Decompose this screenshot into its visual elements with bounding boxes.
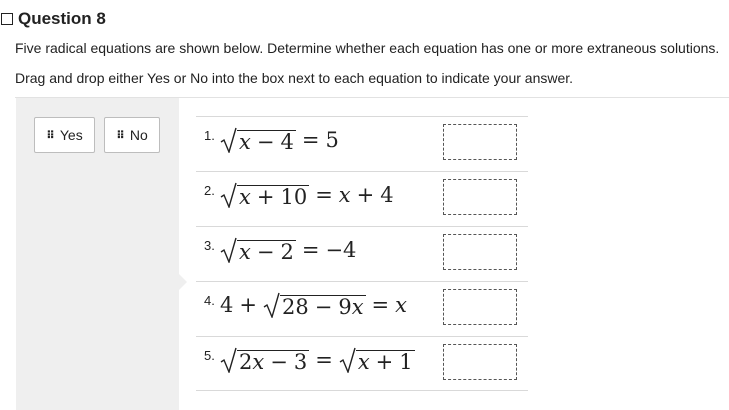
equation-number: 1. — [204, 128, 215, 143]
drop-target-2[interactable] — [443, 179, 517, 215]
drop-target-4[interactable] — [443, 289, 517, 325]
equation-row — [196, 281, 528, 336]
equation-number: 2. — [204, 183, 215, 198]
no-choice-label: No — [129, 127, 148, 143]
drop-target-1[interactable] — [443, 124, 517, 160]
equation-row — [196, 116, 528, 171]
equation-4: 4 + 28 − 9x = x — [220, 293, 407, 319]
equation-number: 4. — [204, 293, 215, 308]
equation-1: x − 4 = 5 — [220, 127, 339, 153]
yes-choice-label: Yes — [59, 127, 83, 143]
question-title: Question 8 — [18, 9, 106, 28]
equation-number: 3. — [204, 238, 215, 253]
equation-5: 2x − 3 = x + 1 — [220, 347, 415, 373]
drop-target-5[interactable] — [443, 344, 517, 380]
equation-list — [196, 116, 528, 391]
equation-row — [196, 336, 528, 391]
equation-2: x + 10 = x + 4 — [220, 182, 394, 208]
equation-row — [196, 226, 528, 281]
no-choice-chip[interactable] — [104, 117, 160, 153]
drag-handle-icon: ⠿ — [46, 129, 54, 142]
drop-target-3[interactable] — [443, 234, 517, 270]
yes-choice-chip[interactable] — [34, 117, 95, 153]
equation-row — [196, 171, 528, 226]
equation-3: x − 2 = −4 — [220, 237, 356, 263]
question-header — [1, 9, 106, 29]
question-instructions: Drag and drop either Yes or No into the box next to each equation to indicate your answer. — [15, 70, 574, 86]
question-prompt: Five radical equations are shown below. Determine whether each equation has one or more extraneous solutions. — [15, 40, 720, 56]
drag-handle-icon: ⠿ — [116, 129, 124, 142]
equation-number: 5. — [204, 348, 215, 363]
panel-notch — [179, 274, 187, 290]
checkbox-icon[interactable] — [1, 13, 13, 25]
